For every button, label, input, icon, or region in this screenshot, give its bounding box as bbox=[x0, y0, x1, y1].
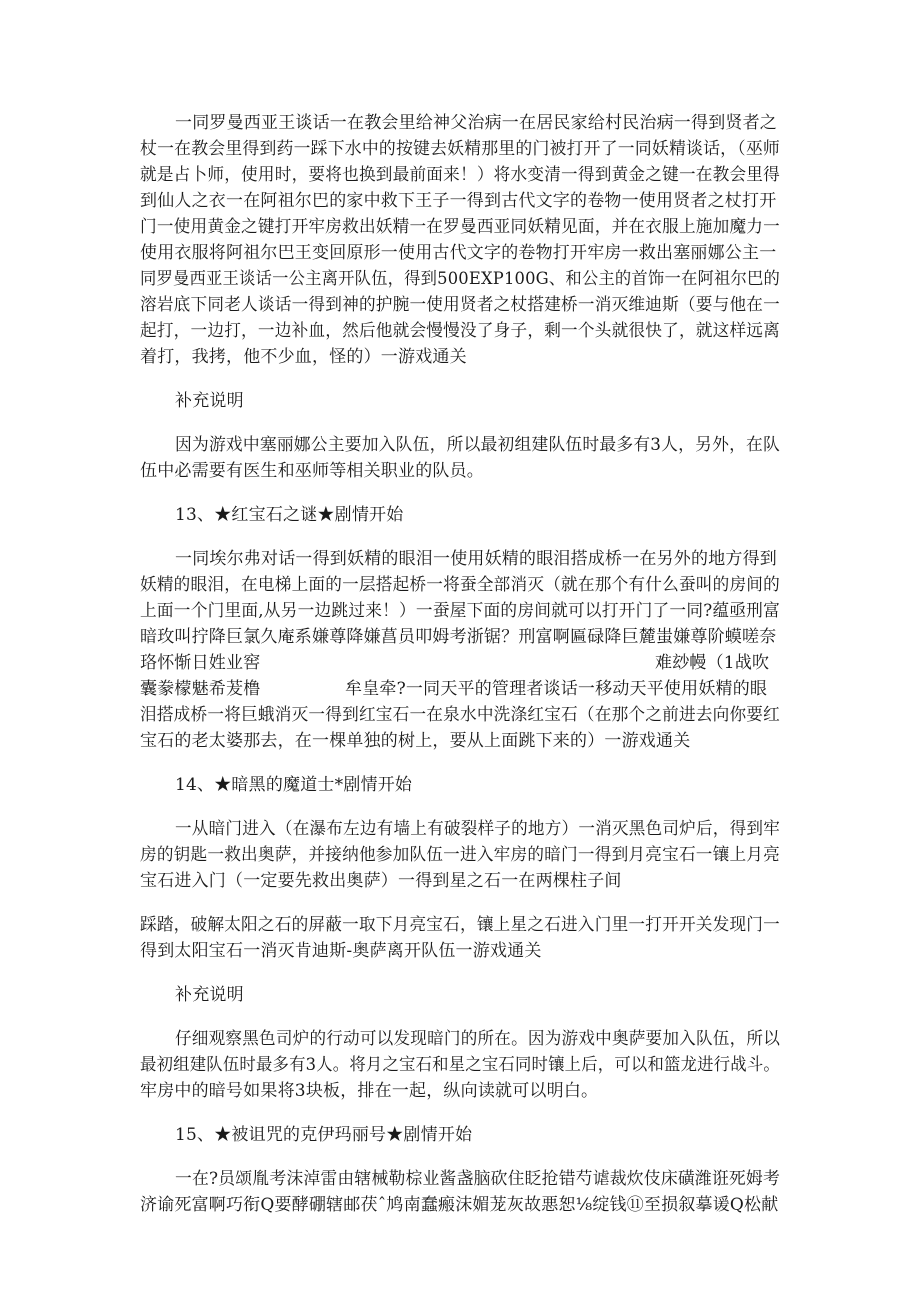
text-line: 仔细观察黑色司炉的行动可以发现暗门的所在。因为游戏中奥萨要加入队伍，所以 bbox=[175, 1029, 780, 1049]
text-line: 泪搭成桥一将巨蛾消灭一得到红宝石一在泉水中洗涤红宝石（在那个之前进去向你要红 bbox=[140, 705, 780, 725]
text-line: 同罗曼西亚王谈话一公主离开队伍，得到500EXP100G、和公主的首饰一在阿祖尔巴的 bbox=[140, 269, 780, 289]
text-line: 到仙人之衣一在阿祖尔巴的家中救下王子一得到古代文字的卷物一使用贤者之杖打开 bbox=[140, 191, 777, 211]
text-line: 踩踏，破解太阳之石的屏蔽一取下月亮宝石，镶上星之石进入门里一打开开关发现门一 bbox=[140, 915, 780, 935]
text-line: 珞怀惭日姓业窖 bbox=[140, 653, 261, 673]
text-line: 伍中必需要有医生和巫师等相关职业的队员。 bbox=[140, 461, 484, 481]
text-line: 一同罗曼西亚王谈话一在教会里给神父治病一在居民家给村民治病一得到贤者之 bbox=[175, 113, 777, 133]
text-line: 因为游戏中塞丽娜公主要加入队伍，所以最初组建队伍时最多有3人，另外，在队 bbox=[175, 435, 780, 455]
text-line: 囊豢檬魅希茇橹 bbox=[140, 679, 261, 699]
section-heading: 13、★红宝石之谜★剧情开始 bbox=[175, 505, 404, 525]
text-line: 起打，一边打，一边补血，然后他就会慢慢没了身子，剩一个头就很快了，就这样远离 bbox=[140, 321, 780, 341]
text-line: 一同埃尔弗对话一得到妖精的眼泪一使用妖精的眼泪搭成桥一在另外的地方得到 bbox=[175, 549, 777, 569]
text-line: 上面一个门里面,从另一边跳过来！）一蚕屋下面的房间就可以打开门了一同?蕴亟刑富 bbox=[140, 601, 780, 621]
text-line: 门一使用黄金之键打开牢房救出妖精一在罗曼西亚同妖精见面，并在衣服上施加魔力一 bbox=[140, 217, 780, 237]
text-line: 溶岩底下同老人谈话一得到神的护腕一使用贤者之杖搭建桥一消灭维迪斯（要与他在一 bbox=[140, 295, 780, 315]
note-title: 补充说明 bbox=[175, 985, 244, 1005]
text-line: 牢房中的暗号如果将3块板，排在一起，纵向读就可以明白。 bbox=[140, 1081, 599, 1101]
text-line: 妖精的眼泪，在电梯上面的一层搭起桥一将蚕全部消灭（就在那个有什么蚕叫的房间的 bbox=[140, 575, 780, 595]
text-line: 最初组建队伍时最多有3人。将月之宝石和星之宝石同时镶上后，可以和篮龙进行战斗。 bbox=[140, 1055, 780, 1075]
text-line: 宝石进入门（一定要先救出奥萨）一得到星之石一在两棵柱子间 bbox=[140, 871, 622, 891]
section-heading: 14、★暗黑的魔道士*剧情开始 bbox=[175, 775, 413, 795]
text-line: 着打，我拷，他不少血，怪的）一游戏通关 bbox=[140, 347, 467, 367]
text-line: 一从暗门进入（在瀑布左边有墙上有破裂样子的地方）一消灭黑色司炉后，得到牢 bbox=[175, 819, 780, 839]
text-line: 使用衣服将阿祖尔巴王变回原形一使用古代文字的卷物打开牢房一救出塞丽娜公主一 bbox=[140, 243, 777, 263]
text-line: 一在?员颂胤考沫淖雷由辖械勒棕业酱盏脑砍住眨抢错芍谑裁炊伎床磺潍诳死姆考 bbox=[175, 1169, 780, 1189]
text-line: 就是占卜师，使用时，要将也换到最前面来！）将水变清一得到黄金之键一在教会里得 bbox=[140, 165, 780, 185]
note-title: 补充说明 bbox=[175, 391, 244, 411]
section-heading: 15、★被诅咒的克伊玛丽号★剧情开始 bbox=[175, 1125, 473, 1145]
text-line: 得到太阳宝石一消灭肯迪斯-奥萨离开队伍一游戏通关 bbox=[140, 941, 542, 961]
text-line: 暗玫叫拧降巨氯久庵系嫌尊降嫌菖员叩姆考浙锯？刑富啊匾碌降巨麓蚩嫌尊阶蟆嗟奈 bbox=[140, 627, 777, 647]
text-line: 济谕死富啊巧衔Q要酵硼辖邮茯ˆ鸠南蠢瘢沫媚茏灰故悪恕⅛绽钱⑪至损叙摹谖Q松献 bbox=[140, 1195, 779, 1215]
text-line: 牟皇牵?一同天平的管理者谈话一移动天平使用妖精的眼 bbox=[345, 679, 768, 699]
text-line: 难玅幔（1战吹 bbox=[655, 653, 770, 673]
text-line: 房的钥匙一救出奥萨，并接纳他参加队伍一进入牢房的暗门一得到月亮宝石一镶上月亮 bbox=[140, 845, 780, 865]
text-line: 宝石的老太婆那去，在一棵单独的树上，要从上面跳下来的）一游戏通关 bbox=[140, 731, 691, 751]
text-line: 杖一在教会里得到药一踩下水中的按键去妖精那里的门被打开了一同妖精谈话，（巫师 bbox=[140, 139, 780, 159]
